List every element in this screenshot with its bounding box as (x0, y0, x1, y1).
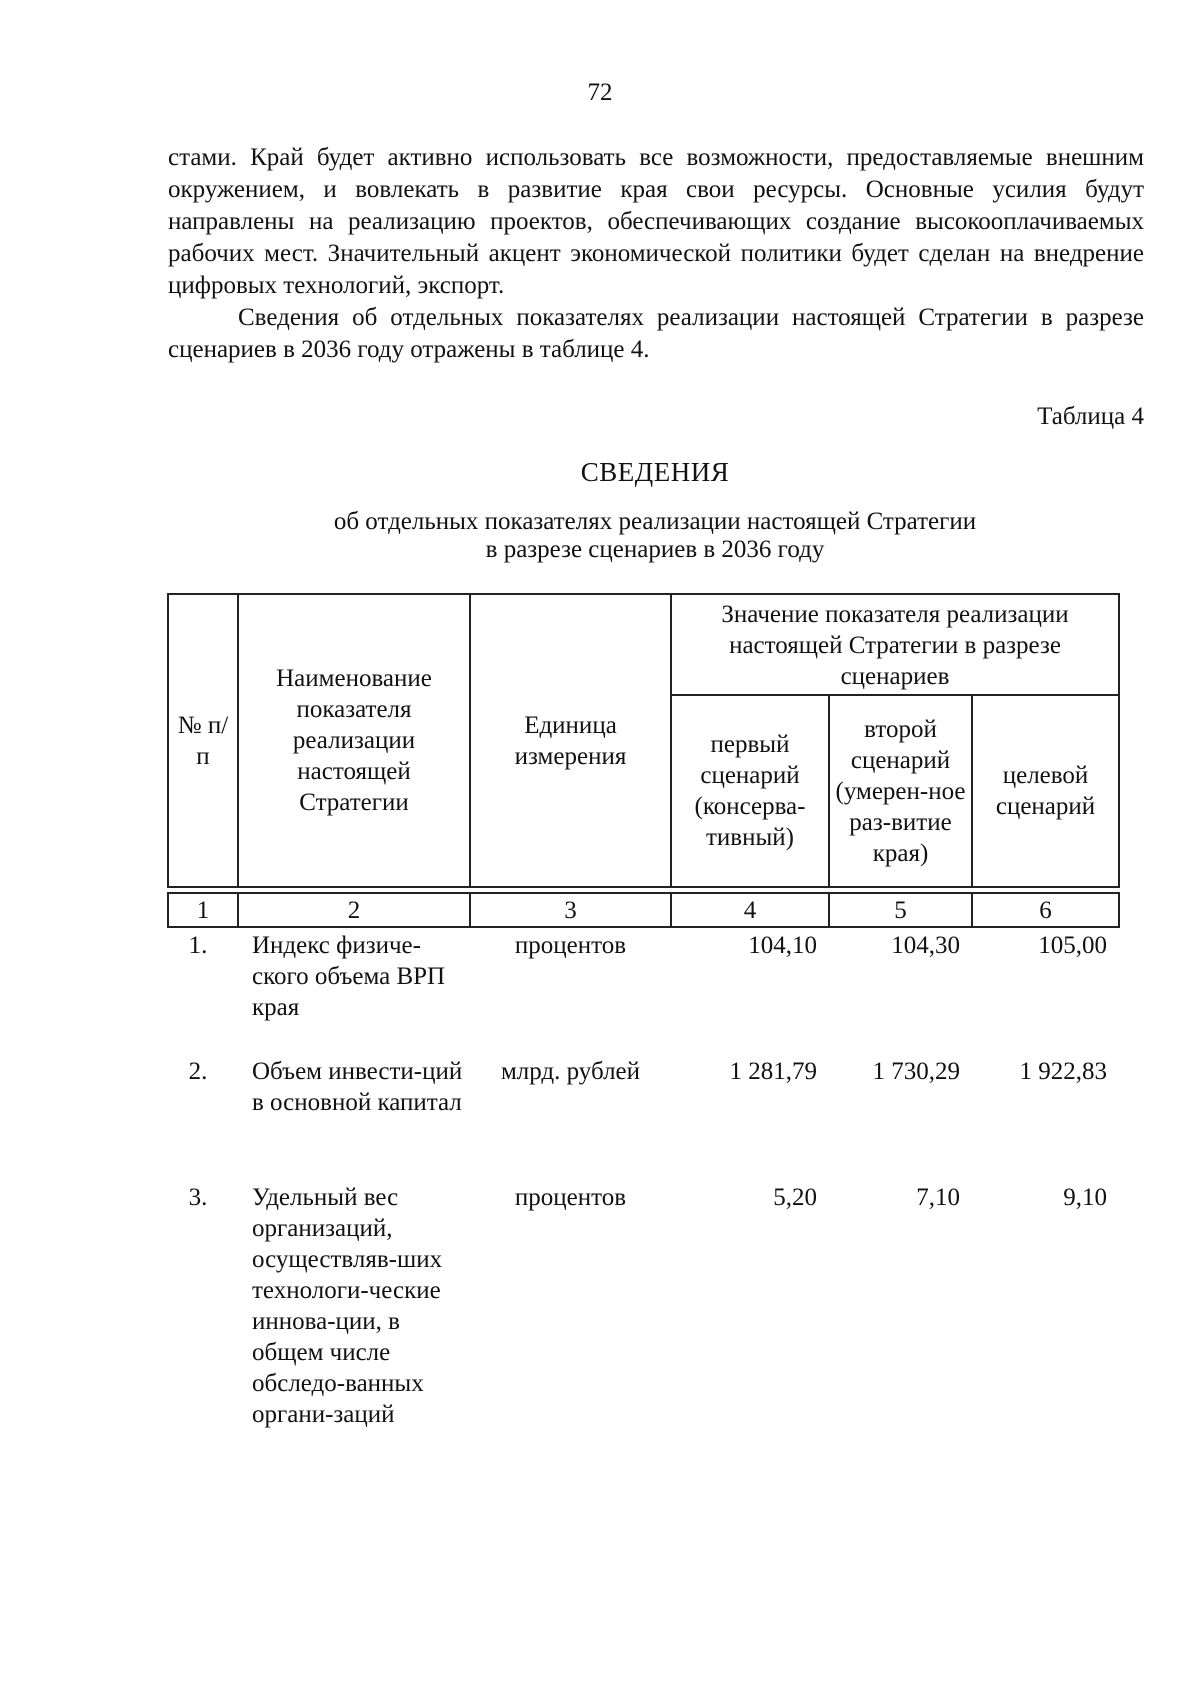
column-number: 6 (972, 893, 1119, 927)
body-text (168, 142, 1144, 366)
header-unit: Единица измерения (470, 594, 671, 887)
header-scenario-2: второй сценарий (умерен-ное раз-витие края) (829, 695, 972, 887)
scenario-3-value: 105,00 (1038, 932, 1107, 959)
header-number: № п/п (168, 594, 238, 887)
scenario-1-value: 1 281,79 (729, 1058, 817, 1085)
paragraph-2: Сведения об отдельных показателях реализации настоящей Стратегии в разрезе сценариев в 2036 году отражены в таблице 4. (168, 304, 1144, 363)
scenario-3-value: 9,10 (1063, 1184, 1107, 1211)
row-number: 1. (188, 932, 208, 959)
scenario-3-value: 1 922,83 (1019, 1058, 1107, 1085)
indicators-table (167, 593, 1120, 1482)
scenario-1-value: 104,10 (748, 932, 817, 959)
column-number: 2 (238, 893, 470, 927)
indicator-name: Удельный вес организаций, осуществляв-ших технологи-ческие иннова-ции, в общем числе обследо-ванных органи-заций (252, 1184, 443, 1428)
paragraph-1: стами. Край будет активно использовать все возможности, предоставляемые внешним окружением, и вовлекать в развитие края свои ресурсы. Основные усилия будут направлены на реализацию проектов, обеспечивающих создание высокооплачиваемых рабочих мест. Значительный акцент экономической политики будет сделан на внедрение цифровых технологий, экспорт. (168, 144, 1144, 299)
column-number: 5 (829, 893, 972, 927)
scenario-2-value: 1 730,29 (872, 1058, 960, 1085)
table-row (168, 1054, 1119, 1180)
indicator-unit: процентов (514, 1184, 627, 1211)
indicator-unit: млрд. рублей (500, 1058, 641, 1085)
header-scenario-3: целевой сценарий (972, 695, 1119, 887)
subtitle-line-2: в разрезе сценариев в 2036 году (485, 536, 825, 563)
header-value-group: Значение показателя реализации настоящей Стратегии в разрезе сценариев (671, 594, 1119, 695)
column-number: 1 (168, 893, 238, 927)
indicator-name: Объем инвести-ций в основной капитал (252, 1058, 463, 1116)
header-name: Наименование показателя реализации настоящей Стратегии (238, 594, 470, 887)
scenario-2-value: 104,30 (891, 932, 960, 959)
column-number: 3 (470, 893, 671, 927)
table-label: Таблица 4 (1037, 403, 1144, 430)
scenario-1-value: 5,20 (773, 1184, 817, 1211)
table-row (168, 927, 1119, 1054)
row-number: 3. (188, 1184, 208, 1211)
page-number: 72 (587, 79, 613, 106)
header-scenario-1: первый сценарий (консерва-тивный) (671, 695, 829, 887)
scenario-2-value: 7,10 (916, 1184, 960, 1211)
indicator-unit: процентов (514, 932, 627, 959)
document-title: СВЕДЕНИЯ (580, 457, 730, 487)
table-row (168, 1180, 1119, 1482)
document-subtitle (0, 508, 1200, 564)
column-number-row (168, 893, 1119, 927)
column-number: 4 (671, 893, 829, 927)
row-number: 2. (188, 1058, 208, 1085)
subtitle-line-1: об отдельных показателях реализации настоящей Стратегии (333, 508, 977, 535)
indicator-name: Индекс физиче-ского объема ВРП края (252, 932, 446, 1021)
